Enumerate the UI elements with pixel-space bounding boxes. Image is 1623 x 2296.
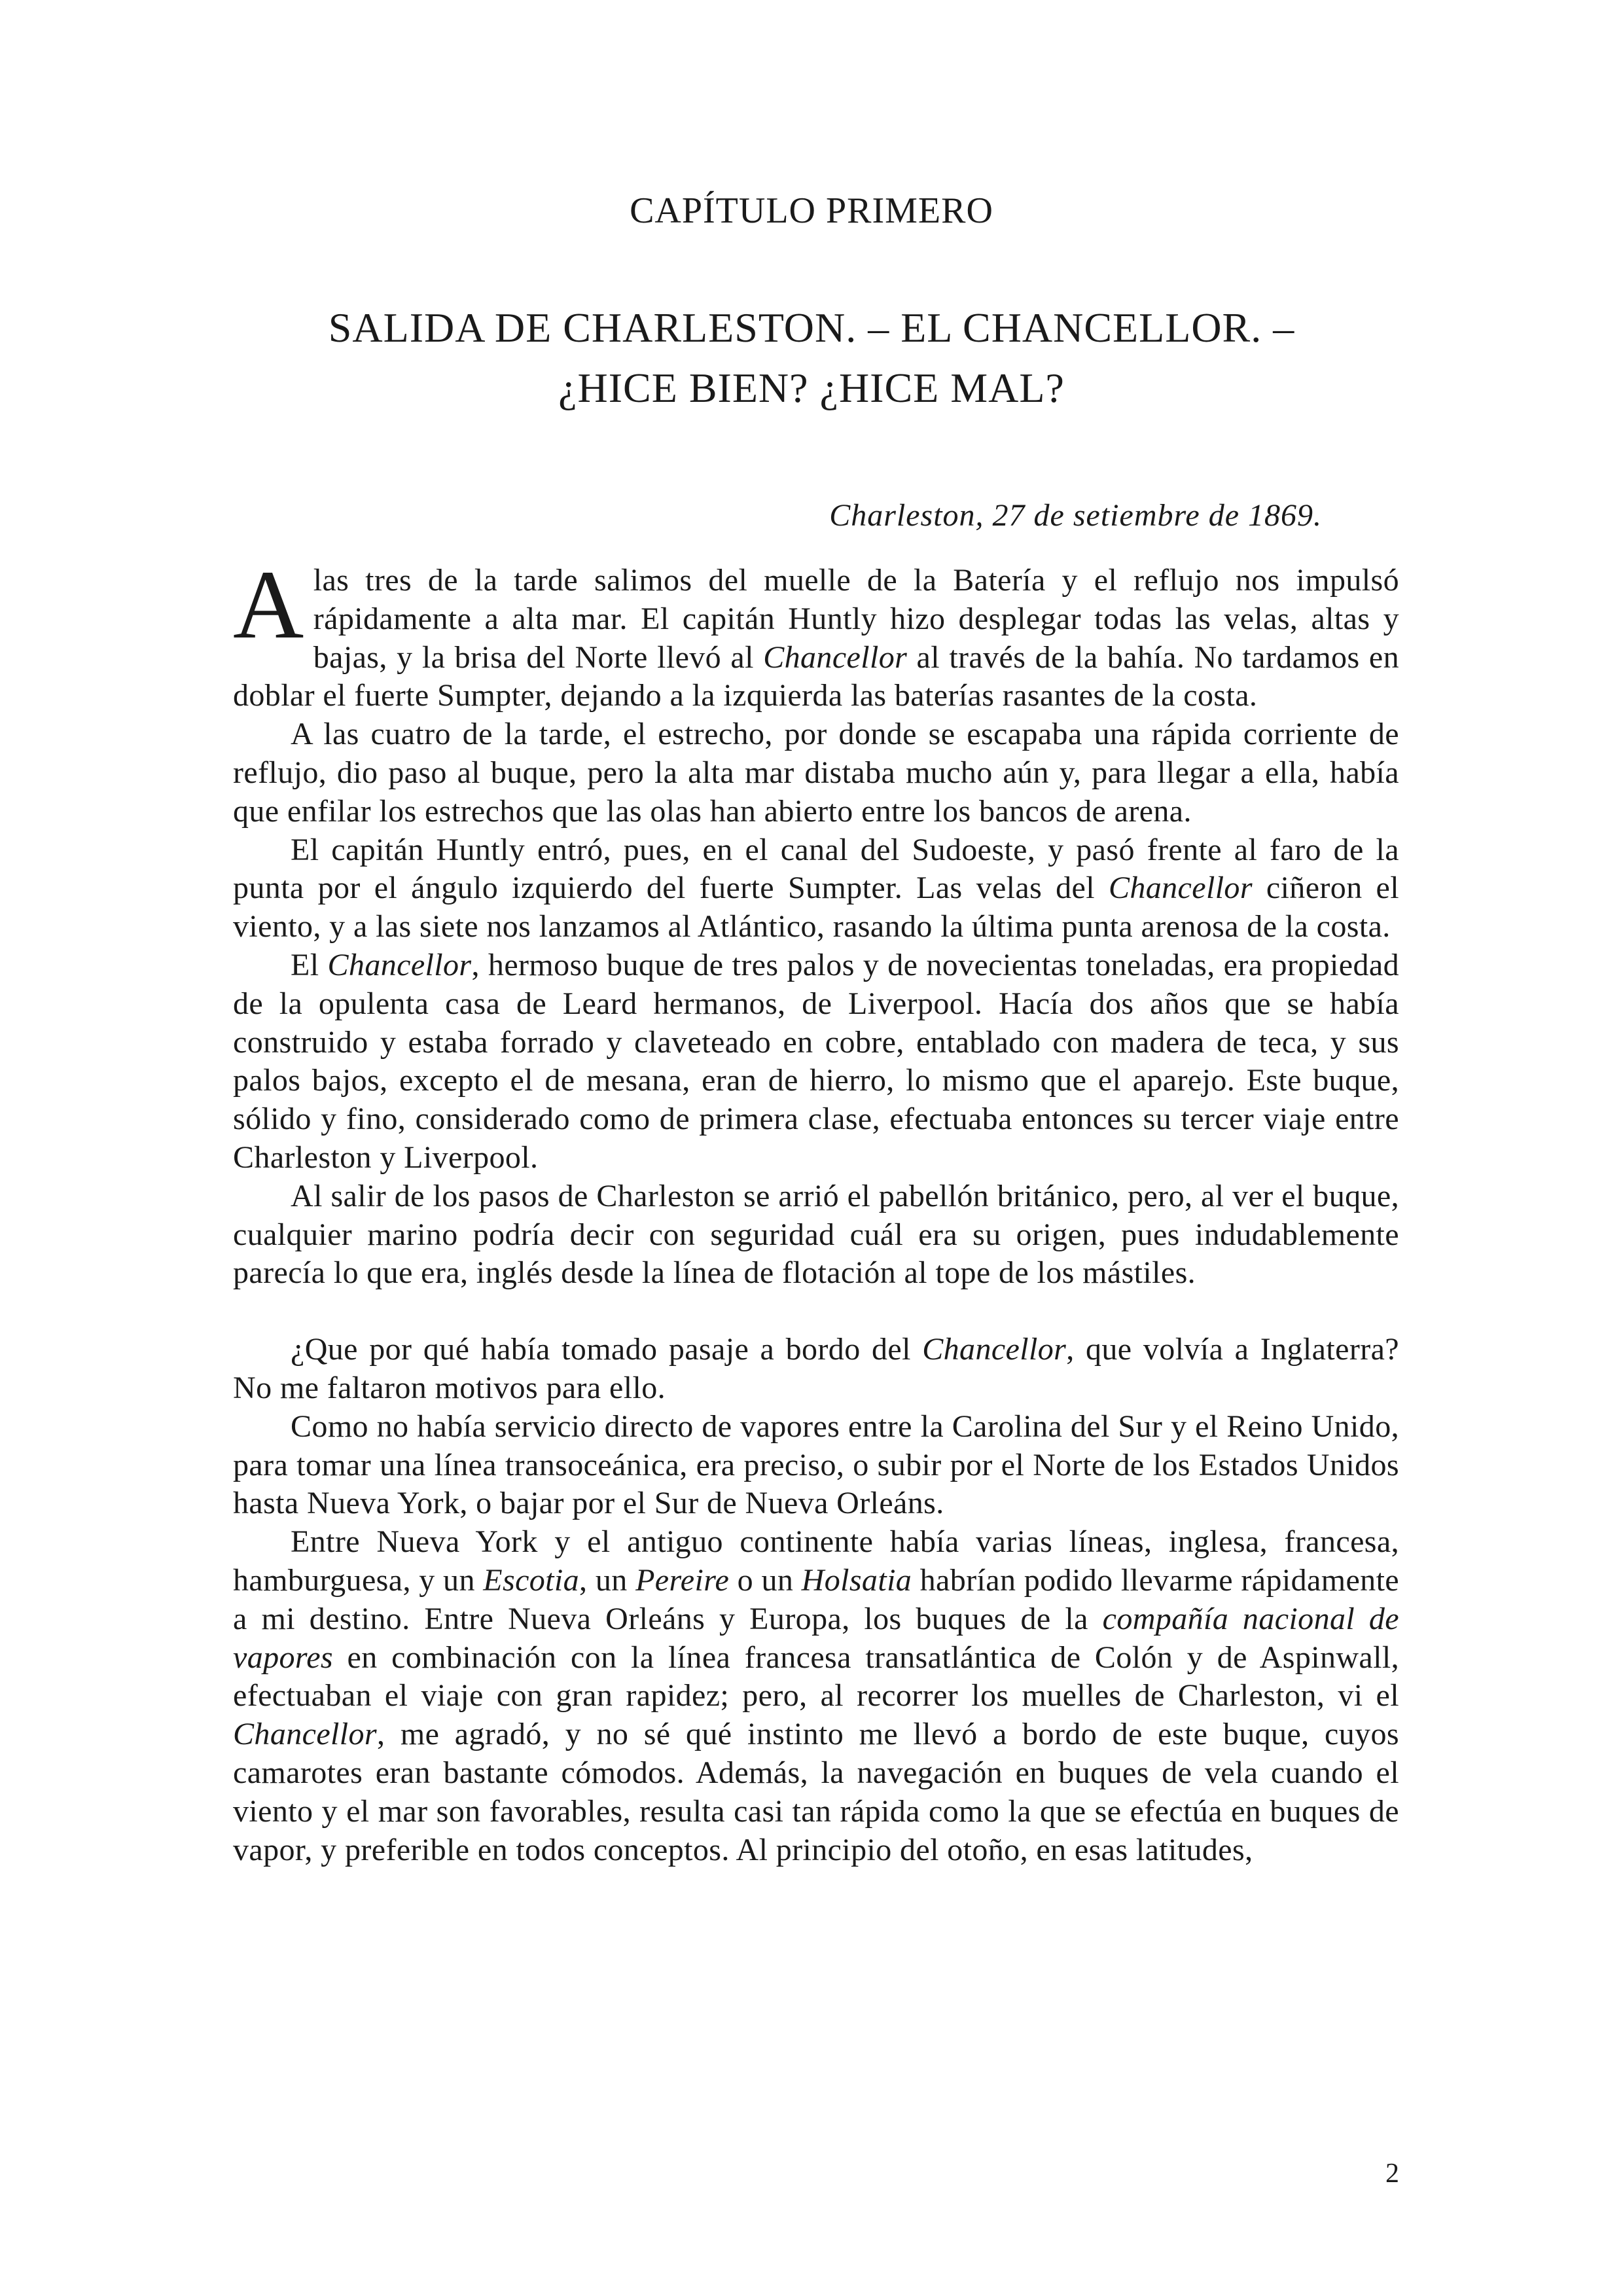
paragraph-1: Alas tres de la tarde salimos del muelle de la Batería y el reflujo nos impulsó rápidamente a alta mar. El capitán Huntly hizo desplegar todas las velas, altas y bajas, y la brisa del Norte llevó al Chancellor al través de la bahía. No tardamos en doblar el fuerte Sumpter, dejando a la izquierda las baterías rasantes de la costa. <box>233 550 1399 713</box>
drop-cap: A <box>233 550 304 659</box>
chapter-title <box>0 298 1623 418</box>
chapter-title-line-2: ¿HICE BIEN? ¿HICE MAL? <box>558 365 1065 411</box>
page-number: 2 <box>1385 2159 1399 2189</box>
dateline: Charleston, 27 de setiembre de 1869. <box>829 498 1322 533</box>
paragraph-3: El capitán Huntly entró, pues, en el canal del Sudoeste, y pasó frente al faro de la punta por el ángulo izquierdo del fuerte Sumpter. Las velas del Chancellor ciñeron el viento, y a las siete nos lanzamos al Atlántico, rasando la última punta arenosa de la costa. <box>233 832 1399 944</box>
paragraph-7: Como no había servicio directo de vapores entre la Carolina del Sur y el Reino Unido, para tomar una línea transoceánica, era preciso, o subir por el Norte de los Estados Unidos hasta Nueva York, o bajar por el Sur de Nueva Orleáns. <box>233 1408 1399 1521</box>
paragraph-5: Al salir de los pasos de Charleston se arrió el pabellón británico, pero, al ver el buque, cualquier marino podría decir con seguridad cuál era su origen, pues indudablemente parecía lo que era, inglés desde la línea de flotación al tope de los mástiles. <box>233 1178 1399 1291</box>
body-text <box>233 550 1400 1869</box>
paragraph-2: A las cuatro de la tarde, el estrecho, por donde se escapaba una rápida corriente de reflujo, dio paso al buque, pero la alta mar distaba mucho aún y, para llegar a ella, había que enfilar los estrechos que las olas han abierto entre los bancos de arena. <box>233 717 1399 829</box>
chapter-label: CAPÍTULO PRIMERO <box>630 190 993 231</box>
chapter-title-line-1: SALIDA DE CHARLESTON. – EL CHANCELLOR. – <box>328 304 1295 351</box>
paragraph-6: ¿Que por qué había tomado pasaje a bordo del Chancellor, que volvía a Inglaterra? No me faltaron motivos para ello. <box>233 1332 1399 1405</box>
paragraph-4: El Chancellor, hermoso buque de tres palos y de novecientas toneladas, era propiedad de la opulenta casa de Leard hermanos, de Liverpool. Hacía dos años que se había construido y estaba forrado y claveteado en cobre, entablado con madera de teca, y sus palos bajos, excepto el de mesana, eran de hierro, lo mismo que el aparejo. Este buque, sólido y fino, considerado como de primera clase, efectuaba entonces su tercer viaje entre Charleston y Liverpool. <box>233 947 1400 1175</box>
paragraph-8: Entre Nueva York y el antiguo continente había varias líneas, inglesa, francesa, hamburguesa, y un Escotia, un Pereire o un Holsatia habrían podido llevarme rápidamente a mi destino. Entre Nueva Orleáns y Europa, los buques de la compañía nacional de vapores en combinación con la línea francesa transatlántica de Colón y de Aspinwall, efectuaban el viaje con gran rapidez; pero, al recorrer los muelles de Charleston, vi el Chancellor, me agradó, y no sé qué instinto me llevó a bordo de este buque, cuyos camarotes eran bastante cómodos. Además, la navegación en buques de vela cuando el viento y el mar son favorables, resulta casi tan rápida como la que se efectúa en buques de vapor, y preferible en todos conceptos. Al principio del otoño, en esas latitudes, <box>233 1524 1400 1867</box>
